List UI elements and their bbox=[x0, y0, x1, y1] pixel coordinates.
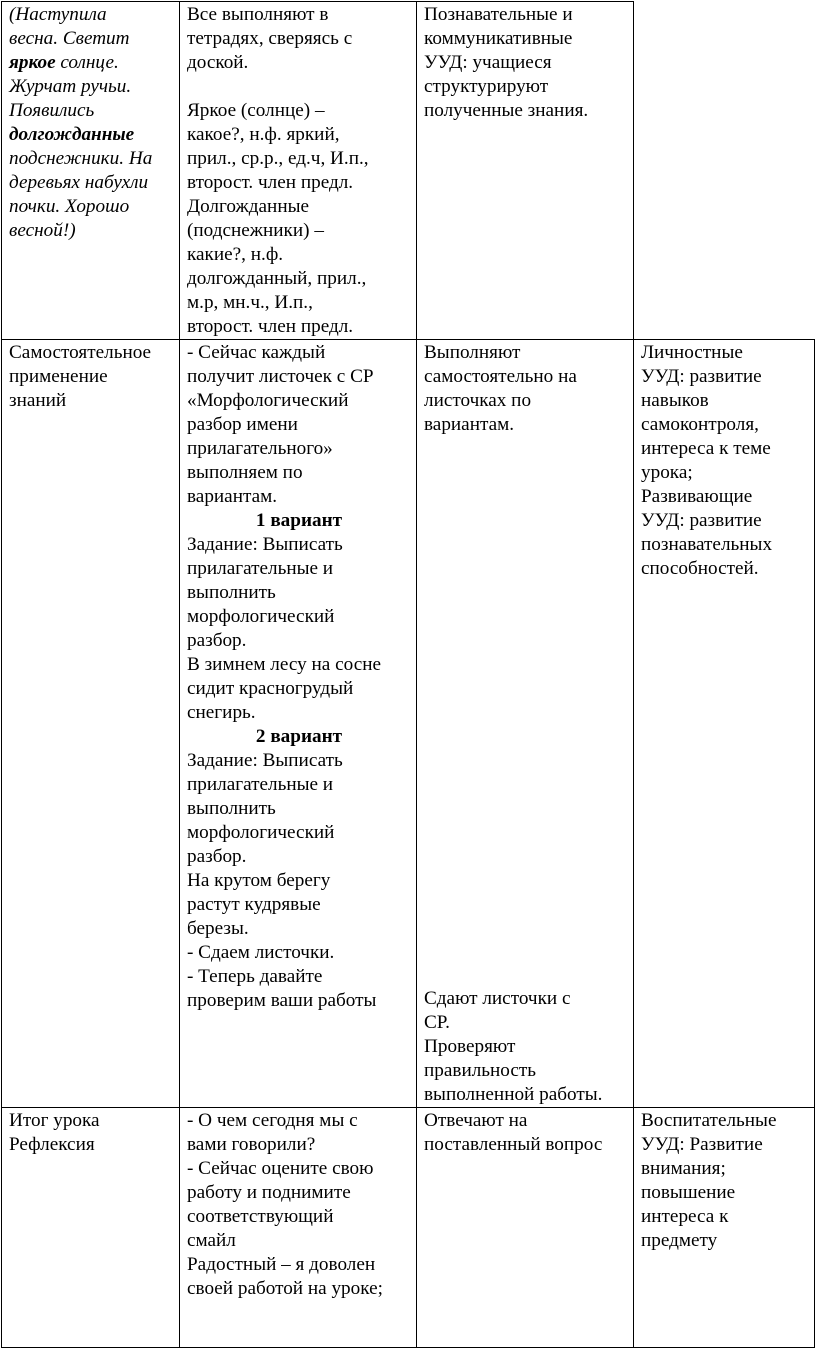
bold-word: долгожданные bbox=[9, 124, 135, 145]
text-line bbox=[9, 27, 174, 51]
text-line: УУД: Развитие bbox=[641, 1134, 763, 1155]
table-row bbox=[2, 1108, 815, 1348]
text-line bbox=[9, 99, 174, 123]
text-line: смайл bbox=[187, 1230, 236, 1251]
row2-uud-cell bbox=[634, 340, 815, 1108]
text-line: урока; bbox=[641, 462, 693, 483]
text-line: разбор. bbox=[187, 846, 247, 867]
text-line: выполнить bbox=[187, 798, 276, 819]
adjective-analysis bbox=[187, 99, 411, 339]
text-line: листочках по bbox=[424, 390, 532, 411]
text-line: березы. bbox=[187, 918, 249, 939]
text-line: Личностные bbox=[641, 342, 743, 363]
text-line: растут кудрявые bbox=[187, 894, 321, 915]
text-line: прилагательные и bbox=[187, 774, 334, 795]
text-line: Все выполняют в bbox=[187, 4, 329, 25]
text-line: разбор. bbox=[187, 630, 247, 651]
text-line: Радостный – я доволен bbox=[187, 1254, 376, 1275]
spring-text bbox=[9, 3, 174, 243]
students-check bbox=[424, 987, 628, 1107]
text-line: снегирь. bbox=[187, 702, 256, 723]
text-line: выполняем по bbox=[187, 462, 303, 483]
text-line: соответствующий bbox=[187, 1206, 334, 1227]
row3-stage-cell bbox=[2, 1108, 180, 1348]
lesson-plan-table bbox=[1, 1, 815, 1348]
text-segment: (Наступила bbox=[9, 4, 107, 25]
text-segment: Журчат ручьи. bbox=[9, 76, 132, 97]
text-line: вариантам. bbox=[187, 486, 278, 507]
text-line bbox=[9, 219, 174, 243]
text-line: тетрадях, сверяясь с bbox=[187, 28, 353, 49]
students-answer bbox=[424, 1109, 628, 1157]
text-line: предмету bbox=[641, 1230, 718, 1251]
text-line: морфологический bbox=[187, 822, 335, 843]
spacer bbox=[424, 437, 628, 987]
text-line: Проверяют bbox=[424, 1036, 516, 1057]
task-instruction bbox=[187, 3, 411, 75]
row3-uud-cell bbox=[634, 1108, 815, 1348]
row1-teacher-cell bbox=[180, 2, 417, 340]
text-segment: Появились bbox=[9, 100, 95, 121]
stage-name bbox=[9, 1109, 174, 1157]
text-line: В зимнем лесу на сосне bbox=[187, 654, 382, 675]
text-line: сидит красногрудый bbox=[187, 678, 354, 699]
text-line bbox=[9, 3, 174, 27]
text-line: На крутом берегу bbox=[187, 870, 331, 891]
row2-teacher-cell bbox=[180, 340, 417, 1108]
text-line: УУД: учащиеся bbox=[424, 52, 552, 73]
text-segment: солнце. bbox=[55, 52, 119, 73]
bold-word: яркое bbox=[9, 52, 56, 73]
text-line: структурируют bbox=[424, 76, 549, 97]
text-line: доской. bbox=[187, 52, 249, 73]
text-line: второст. член предл. bbox=[187, 172, 354, 193]
table-row bbox=[2, 340, 815, 1108]
row1-students-cell bbox=[417, 2, 634, 340]
row1-stage-cell bbox=[2, 2, 180, 340]
text-line: получит листочек с СР bbox=[187, 366, 374, 387]
text-line: поставленный вопрос bbox=[424, 1134, 603, 1155]
text-line bbox=[9, 171, 174, 195]
text-line: «Морфологический bbox=[187, 390, 349, 411]
stage-name bbox=[9, 341, 174, 413]
text-line bbox=[9, 75, 174, 99]
text-line: коммуникативные bbox=[424, 28, 573, 49]
text-line: познавательных bbox=[641, 534, 773, 555]
text-line: Рефлексия bbox=[9, 1134, 95, 1155]
text-line: какие?, н.ф. bbox=[187, 244, 284, 265]
text-line: применение bbox=[9, 366, 108, 387]
row3-teacher-cell bbox=[180, 1108, 417, 1348]
text-line: вами говорили? bbox=[187, 1134, 316, 1155]
text-line: Развивающие bbox=[641, 486, 753, 507]
row1-empty-cell bbox=[634, 2, 815, 340]
text-line: - Сдаем листочки. bbox=[187, 942, 335, 963]
variant-2-task bbox=[187, 749, 411, 1013]
text-line: правильность bbox=[424, 1060, 537, 1081]
text-line: УУД: развитие bbox=[641, 366, 762, 387]
text-line: Отвечают на bbox=[424, 1110, 528, 1131]
text-line bbox=[9, 195, 174, 219]
teacher-questions bbox=[187, 1109, 411, 1301]
row2-students-cell bbox=[417, 340, 634, 1108]
teacher-intro bbox=[187, 341, 411, 509]
text-line: Воспитательные bbox=[641, 1110, 777, 1131]
text-line: м.р, мн.ч., И.п., bbox=[187, 292, 313, 313]
variant-1-task bbox=[187, 533, 411, 725]
text-line: какое?, н.ф. яркий, bbox=[187, 124, 340, 145]
text-line: Задание: Выписать bbox=[187, 534, 343, 555]
text-line: - Теперь давайте bbox=[187, 966, 323, 987]
text-line: своей работой на уроке; bbox=[187, 1278, 383, 1299]
text-line: интереса к bbox=[641, 1206, 729, 1227]
text-line: проверим ваши работы bbox=[187, 990, 377, 1011]
text-line: СР. bbox=[424, 1012, 450, 1033]
text-line: интереса к теме bbox=[641, 438, 771, 459]
text-line bbox=[9, 51, 174, 75]
text-line: выполненной работы. bbox=[424, 1084, 603, 1105]
text-line: Задание: Выписать bbox=[187, 750, 343, 771]
text-line: Познавательные и bbox=[424, 4, 573, 25]
text-line: - Сейчас каждый bbox=[187, 342, 326, 363]
uud-text bbox=[424, 3, 628, 123]
text-line: разбор имени bbox=[187, 414, 298, 435]
text-line: прилагательного» bbox=[187, 438, 333, 459]
text-line: самостоятельно на bbox=[424, 366, 577, 387]
text-segment: подснежники. На bbox=[9, 148, 153, 169]
text-line: полученные знания. bbox=[424, 100, 589, 121]
text-line: Итог урока bbox=[9, 1110, 100, 1131]
text-line: прил., ср.р., ед.ч, И.п., bbox=[187, 148, 369, 169]
students-activity bbox=[424, 341, 628, 437]
text-segment: весна. Светит bbox=[9, 28, 130, 49]
text-line: - О чем сегодня мы с bbox=[187, 1110, 358, 1131]
text-line: самоконтроля, bbox=[641, 414, 759, 435]
table-row bbox=[2, 2, 815, 340]
text-line: Выполняют bbox=[424, 342, 521, 363]
row2-stage-cell bbox=[2, 340, 180, 1108]
row3-students-cell bbox=[417, 1108, 634, 1348]
text-line: УУД: развитие bbox=[641, 510, 762, 531]
spacer bbox=[187, 75, 411, 99]
text-line: Долгожданные bbox=[187, 196, 309, 217]
text-segment: деревьях набухли bbox=[9, 172, 149, 193]
text-line: способностей. bbox=[641, 558, 759, 579]
text-line: вариантам. bbox=[424, 414, 515, 435]
text-line: навыков bbox=[641, 390, 709, 411]
text-line: выполнить bbox=[187, 582, 276, 603]
text-segment: почки. Хорошо bbox=[9, 196, 130, 217]
text-line: морфологический bbox=[187, 606, 335, 627]
text-line: долгожданный, прил., bbox=[187, 268, 367, 289]
text-line: Самостоятельное bbox=[9, 342, 152, 363]
variant-1-title: 1 вариант bbox=[255, 510, 343, 531]
text-line: работу и поднимите bbox=[187, 1182, 351, 1203]
text-line: внимания; bbox=[641, 1158, 726, 1179]
uud-text bbox=[641, 1109, 809, 1253]
text-line bbox=[9, 147, 174, 171]
variant-2-title: 2 вариант bbox=[255, 726, 343, 747]
text-line: знаний bbox=[9, 390, 67, 411]
uud-text bbox=[641, 341, 809, 581]
text-line: - Сейчас оцените свою bbox=[187, 1158, 374, 1179]
text-segment: весной!) bbox=[9, 220, 76, 241]
text-line: Сдают листочки с bbox=[424, 988, 571, 1009]
text-line bbox=[9, 123, 174, 147]
text-line: второст. член предл. bbox=[187, 316, 354, 337]
text-line: прилагательные и bbox=[187, 558, 334, 579]
text-line: повышение bbox=[641, 1182, 736, 1203]
text-line: (подснежники) – bbox=[187, 220, 324, 241]
text-line: Яркое (солнце) – bbox=[187, 100, 325, 121]
